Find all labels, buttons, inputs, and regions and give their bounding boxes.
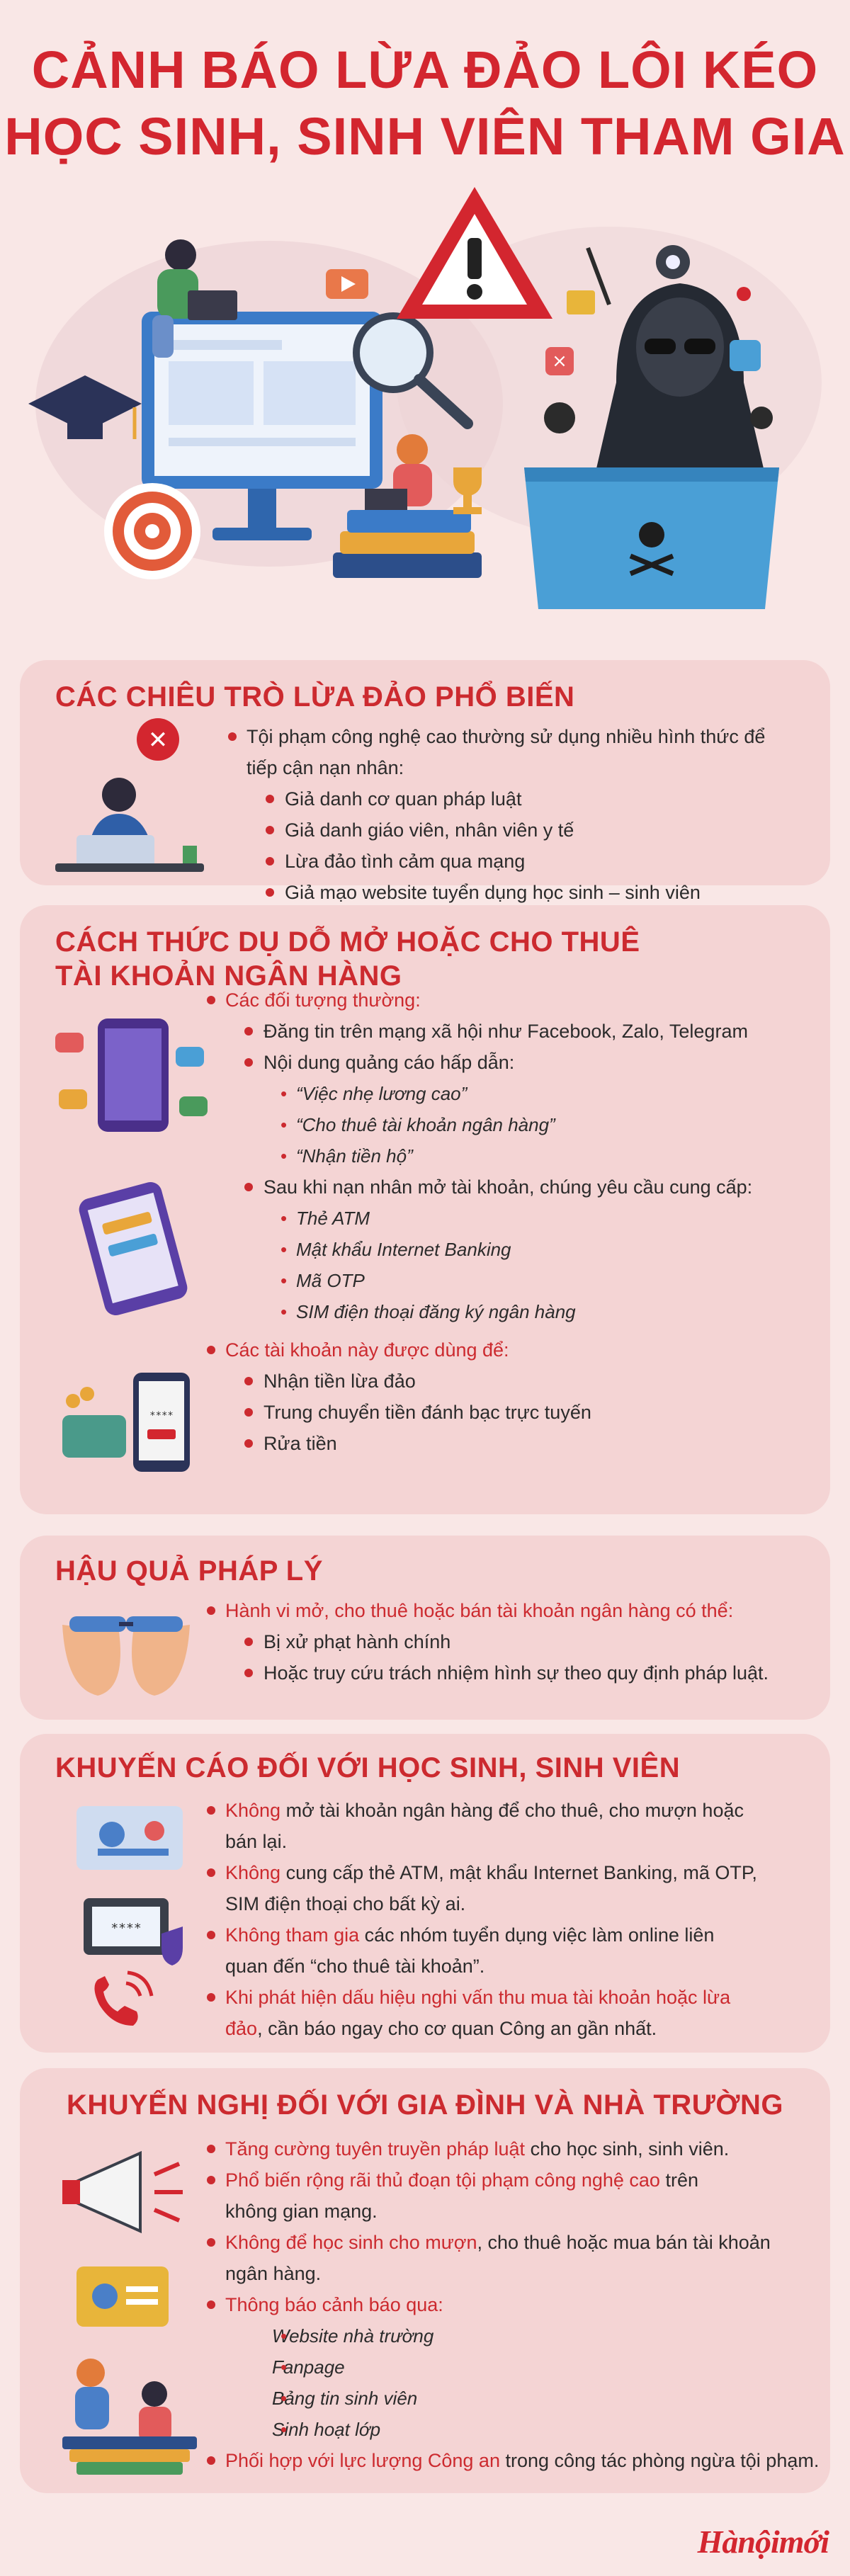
list-item: Các đối tượng thường: — [204, 985, 752, 1016]
handcuffs-icon — [48, 1604, 204, 1703]
list-item: Bị xử phạt hành chính — [204, 1626, 769, 1657]
title-line-1: CẢNH BÁO LỪA ĐẢO LÔI KÉO — [31, 40, 819, 99]
password-shield-icon — [84, 1898, 183, 1965]
list-item: Giả danh giáo viên, nhân viên y tế — [225, 815, 765, 846]
section-title: CÁC CHIÊU TRÒ LỪA ĐẢO PHỔ BIẾN — [55, 681, 575, 713]
section-family — [20, 2068, 830, 2493]
svg-text:****: **** — [149, 1410, 174, 1422]
student-advice-icons — [48, 1799, 218, 2033]
list-item: Khi phát hiện dấu hiệu nghi vấn thu mua tài khoản hoặc lừa — [204, 1982, 757, 2013]
list-item: Các tài khoản này được dùng để: — [204, 1334, 752, 1366]
phone-call-icon — [94, 1973, 152, 2026]
list-item: • Website nhà trường — [204, 2320, 819, 2351]
family-school-icons — [48, 2139, 218, 2479]
list-item: • Thẻ ATM — [204, 1203, 752, 1234]
tricks-list — [225, 721, 765, 908]
family-list — [204, 2133, 819, 2476]
lure-list — [204, 985, 752, 1459]
list-item-cont: tiếp cận nạn nhân: — [246, 757, 404, 778]
list-item: • SIM điện thoại đăng ký ngân hàng — [204, 1296, 752, 1327]
banking-app-icon — [76, 1179, 190, 1317]
list-item-cont: bán lại. — [225, 1831, 288, 1852]
legal-list — [204, 1595, 769, 1689]
online-recruit-icon — [76, 1806, 183, 1870]
phone-banking-illustrations — [48, 1004, 218, 1486]
section-title — [55, 925, 640, 993]
play-icon — [326, 269, 368, 299]
svg-text:****: **** — [110, 1921, 142, 1936]
list-item: • “Việc nhẹ lương cao” — [204, 1078, 752, 1109]
list-item: Hoặc truy cứu trách nhiệm hình sự theo quy định pháp luật. — [204, 1657, 769, 1689]
list-item-cont: ngân hàng. — [225, 2263, 322, 2284]
list-item: Nội dung quảng cáo hấp dẫn: — [204, 1047, 752, 1078]
hero-illustration — [0, 170, 850, 623]
list-item: • Bảng tin sinh viên — [204, 2383, 819, 2414]
svg-text:×: × — [552, 351, 567, 372]
list-item: Giả danh cơ quan pháp luật — [225, 783, 765, 815]
list-item: • Fanpage — [204, 2351, 819, 2383]
reading-kids-icon — [62, 2359, 197, 2475]
section-tricks — [20, 660, 830, 903]
list-item-cont: SIM điện thoại cho bất kỳ ai. — [225, 1893, 466, 1914]
list-item: Tội phạm công nghệ cao thường sử dụng nhiều hình thức để — [225, 721, 765, 752]
section-legal — [20, 1536, 830, 1720]
list-item: Giả mạo website tuyển dụng học sinh – sinh viên — [225, 877, 765, 908]
section-lure — [20, 905, 830, 1514]
publisher-logo: Hànộimới — [697, 2524, 829, 2560]
id-card-icon — [76, 2266, 169, 2327]
title-line-2: HỌC SINH, SINH VIÊN THAM GIA — [4, 107, 846, 166]
list-item: Thông báo cảnh báo qua: — [204, 2289, 819, 2320]
list-item: Trung chuyển tiền đánh bạc trực tuyến — [204, 1397, 752, 1428]
section-students — [20, 1734, 830, 2053]
target-icon — [104, 483, 200, 579]
trophy-icon — [453, 467, 482, 514]
list-item: Hành vi mở, cho thuê hoặc bán tài khoản ngân hàng có thể: — [204, 1595, 769, 1626]
section-title-line-2: TÀI KHOẢN NGÂN HÀNG — [55, 960, 402, 992]
megaphone-icon — [62, 2153, 183, 2231]
list-item: • “Nhận tiền hộ” — [204, 1140, 752, 1171]
wallet-otp-icon — [62, 1373, 190, 1472]
list-item: Sau khi nạn nhân mở tài khoản, chúng yêu cầu cung cấp: — [204, 1171, 752, 1203]
list-item: Nhận tiền lừa đảo — [204, 1366, 752, 1397]
list-item-cont: không gian mạng. — [225, 2201, 378, 2222]
list-item: • Mật khẩu Internet Banking — [204, 1234, 752, 1265]
list-item: Không cung cấp thẻ ATM, mật khẩu Internet Banking, mã OTP, — [204, 1857, 757, 1888]
list-item: Lừa đảo tình cảm qua mạng — [225, 846, 765, 877]
section-title-line-1: CÁCH THỨC DỤ DỖ MỞ HOẶC CHO THUÊ — [55, 926, 640, 958]
list-item-cont: đảo, cần báo ngay cho cơ quan Công an gần nhất. — [225, 2018, 657, 2039]
list-item: Rửa tiền — [204, 1428, 752, 1459]
list-item: Phổ biến rộng rãi thủ đoạn tội phạm công nghệ cao trên — [204, 2164, 819, 2196]
svg-text:✕: ✕ — [147, 726, 169, 754]
students-list — [204, 1795, 757, 2044]
list-item: Không tham gia các nhóm tuyển dụng việc làm online liên — [204, 1919, 757, 1951]
page-title — [0, 37, 850, 170]
list-item: • Sinh hoạt lớp — [204, 2414, 819, 2445]
list-item-cont: quan đến “cho thuê tài khoản”. — [225, 1956, 485, 1977]
section-title: HẬU QUẢ PHÁP LÝ — [55, 1555, 323, 1587]
list-item: • Mã OTP — [204, 1265, 752, 1296]
list-item: Không để học sinh cho mượn, cho thuê hoặc mua bán tài khoản — [204, 2227, 819, 2258]
list-item: Tăng cường tuyên truyền pháp luật cho học sinh, sinh viên. — [204, 2133, 819, 2164]
section-title: KHUYẾN CÁO ĐỐI VỚI HỌC SINH, SINH VIÊN — [55, 1752, 681, 1783]
section-title: KHUYẾN NGHỊ ĐỐI VỚI GIA ĐÌNH VÀ NHÀ TRƯỜNG — [66, 2089, 784, 2121]
scam-caller-illustration — [48, 718, 218, 874]
social-phone-icon — [55, 1019, 208, 1132]
list-item: Phối hợp với lực lượng Công an trong công tác phòng ngừa tội phạm. — [204, 2445, 819, 2476]
list-item: Đăng tin trên mạng xã hội như Facebook, Zalo, Telegram — [204, 1016, 752, 1047]
list-item: Không mở tài khoản ngân hàng để cho thuê, cho mượn hoặc — [204, 1795, 757, 1826]
list-item: • “Cho thuê tài khoản ngân hàng” — [204, 1109, 752, 1140]
